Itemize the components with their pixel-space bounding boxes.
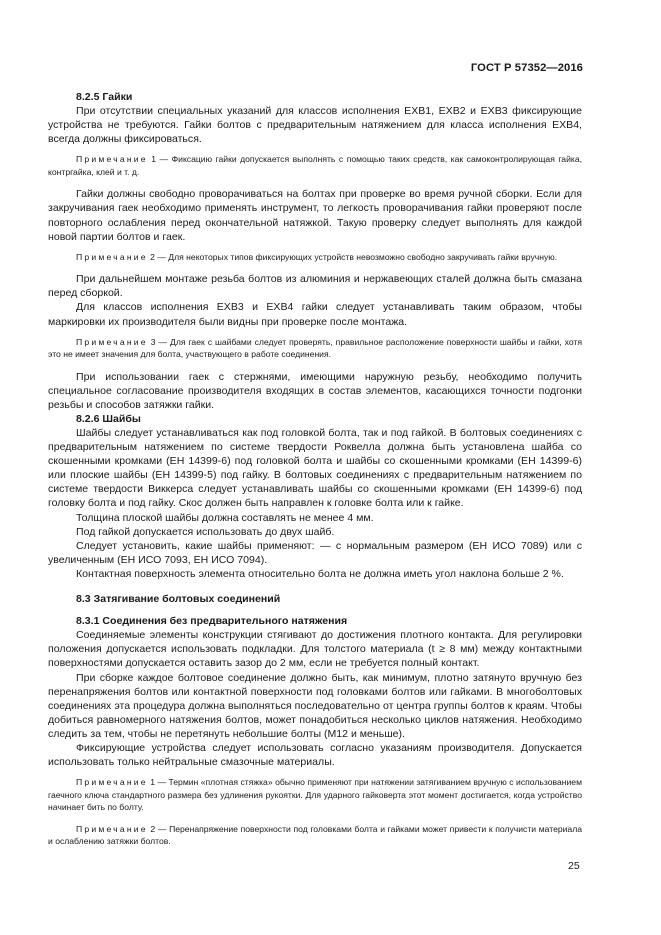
paragraph: При использовании гаек с стержнями, имеющими наружную резьбу, необходимо получить специальное согласование производителя входящих в состав элементов, касающихся точности подгонки резьбы и способов затяжки гайки.: [48, 370, 582, 411]
paragraph: Гайки должны свободно проворачиваться на болтах при проверке во время ручной сборки. Если для закручивания гаек необходимо применять инструмент, то легкость проворачивания гайки проверяют после повторного ослабления перед окончательной натяжкой. Такую проверку следует выполнять для каждой новой партии болтов и гаек.: [48, 188, 582, 243]
section-heading-8-2-5: 8.2.5 Гайки: [76, 91, 133, 103]
paragraph: Следует установить, какие шайбы применяют: — с нормальным размером (ЕН ИСО 7089) или с увеличенным (ЕН ИСО 7093, ЕН ИСО 7094).: [48, 539, 582, 566]
paragraph: Под гайкой допускается использовать до двух шайб.: [76, 525, 335, 538]
note-text: 2 — Для некоторых типов фиксирующих устройств невозможно свободно закручивать гайки вручную.: [150, 251, 558, 262]
note: [48, 823, 582, 848]
note-text: 3 — Для гаек с шайбами следует проверять, правильное расположение поверхности шайбы и гайки, хотя это не имеет значения для болта, участвующего в работе соединения.: [48, 336, 583, 360]
paragraph: Фиксирующие устройства следует использовать согласно указаниям производителя. Допускается использовать только нейтральные смазочные материалы.: [48, 741, 582, 769]
paragraph: Толщина плоской шайбы должна составлять не менее 4 мм.: [76, 511, 374, 524]
note-label: Примечание: [76, 777, 148, 788]
page-number: 25: [568, 860, 580, 872]
paragraph: Контактная поверхность элемента относительно болта не должна иметь угол наклона больше 2 %.: [76, 567, 564, 580]
note: [48, 251, 582, 264]
note-label: Примечание: [76, 336, 148, 347]
note-label: Примечание: [76, 251, 148, 262]
note-text: 1 — Термин «плотная стяжка» обычно применяют при натяжении затягиванием вручную с использованием гаечного ключа стандартного размера без удлинения рукоятки. Для ударного гайковерта этот момент достигается, когда устройство начинает бить по болту.: [48, 777, 582, 813]
paragraph: При сборке каждое болтовое соединение должно быть, как минимум, плотно затянуто вручную без перенапряжения болтов или контактной поверхности под головками болтов или гайками. В многоболтовых соединениях эта процедура должна выполняться последовательно от центра группы болтов к краям. Чтобы добиться равномерного натяжения болтов, может понадобиться несколько циклов натяжения. Необходимо следить за тем, чтобы не перетянуть небольшие болты (М12 и меньше).: [48, 671, 582, 740]
document-code: ГОСТ Р 57352—2016: [470, 62, 583, 74]
section-heading-8-3: 8.3 Затягивание болтовых соединений: [76, 593, 281, 606]
section-heading-8-3-1: 8.3.1 Соединения без предварительного натяжения: [76, 615, 348, 628]
paragraph: При отсутствии специальных указаний для классов исполнения EXB1, EXB2 и EXB3 фиксирующие устройства не требуются. Гайки болтов с предварительным натяжением для класса исполнения EXB4, всегда должны фиксироваться.: [48, 105, 582, 146]
note: [48, 776, 582, 814]
note-text: 2 — Перенапряжение поверхности под головками болта и гайками может привести к получисти материала и ослаблению затяжки болтов.: [48, 823, 583, 847]
note-label: Примечание: [76, 154, 148, 165]
section-heading-8-2-6: 8.2.6 Шайбы: [76, 412, 141, 425]
note-label: Примечание: [76, 823, 148, 834]
paragraph: Для классов исполнения EXB3 и EXB4 гайки следует устанавливать таким образом, чтобы маркировки их производителя были видны при проверке после монтажа.: [48, 301, 582, 328]
page-body: [48, 90, 582, 857]
paragraph: Соединяемые элементы конструкции стягивают до достижения плотного контакта. Для регулировки положения допускается использовать подкладки. Для толстого материала (t ≥ 8 мм) между контактными поверхностями допускается оставить зазор до 2 мм, если не требуется полный контакт.: [48, 629, 582, 670]
note: [48, 153, 582, 178]
note: [48, 336, 582, 361]
paragraph: При дальнейшем монтаже резьба болтов из алюминия и нержавеющих сталей должна быть смазана перед сборкой.: [48, 273, 582, 300]
paragraph: Шайбы следует устанавливаться как под головкой болта, так и под гайкой. В болтовых соединениях с предварительным натяжением по системе твердости Роквелла должна быть установлена шайба со скошенными кромками (ЕН 14399-6) под головкой болта и шайбы со скошенными кромками (ЕН 14399-6) или плоские шайбы (ЕН 14399-5) под гайку. В болтовых соединениях с предварительным натяжением по системе твердости Виккерса следует устанавливать шайбы со скошенными кромками (ЕН 14399-6) под головку болта и под гайку. Скос должен быть направлен к головке болта или к гайке.: [48, 427, 582, 510]
note-text: 1 — Фиксацию гайки допускается выполнять с помощью таких средств, как самоконтролирующая гайка, контргайка, клей и т. д.: [48, 154, 582, 177]
